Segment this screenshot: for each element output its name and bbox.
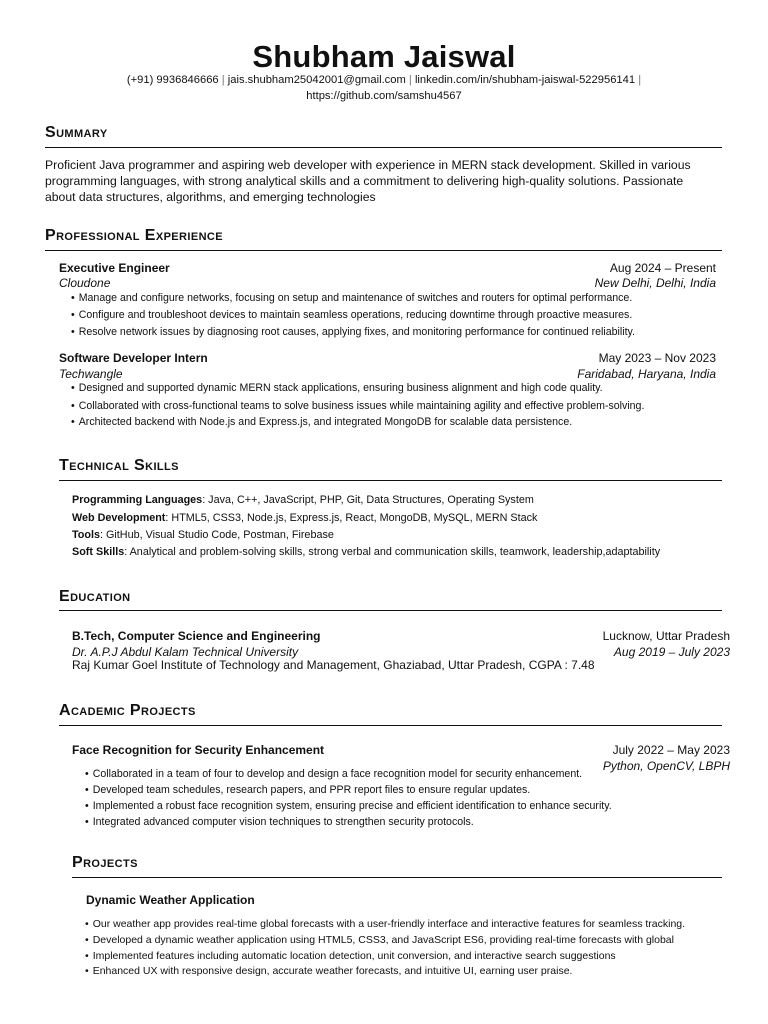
degree-title: B.Tech, Computer Science and Engineering (72, 629, 321, 643)
skills-heading: Technical Skills (59, 457, 179, 474)
institute-name: Raj Kumar Goel Institute of Technology and Management, Ghaziabad, Uttar Pradesh, CGPA : 7.48 (72, 658, 595, 672)
project-name: Face Recognition for Security Enhancement (72, 743, 325, 757)
section-divider (59, 610, 722, 611)
contact-separator: | (408, 74, 412, 86)
skill-row (72, 545, 660, 559)
contact-separator: | (638, 74, 642, 86)
summary-heading: Summary (45, 124, 108, 141)
skill-label: Soft Skills (72, 546, 125, 558)
education-heading: Education (59, 588, 131, 605)
job-company: Techwangle (59, 367, 123, 381)
skill-row (72, 511, 537, 525)
email-link[interactable]: jais.shubham25042001@gmail.com (227, 74, 406, 86)
job-bullet: • Resolve network issues by diagnosing root causes, applying fixes, and monitoring performance for continued reliability. (71, 325, 635, 339)
section-divider (59, 480, 722, 481)
skill-value: : Java, C++, JavaScript, PHP, Git, Data Structures, Operating System (202, 494, 534, 506)
education-location: Lucknow, Uttar Pradesh (602, 629, 730, 643)
job-bullet: • Designed and supported dynamic MERN stack applications, ensuring business alignment and high code quality. (71, 381, 603, 395)
project-dates: July 2022 – May 2023 (612, 743, 730, 757)
section-divider (45, 147, 722, 148)
phone-text: (+91) 9936846666 (126, 74, 219, 86)
skill-value: : Analytical and problem-solving skills, strong verbal and communication skills, teamwork, leadership,adaptability (124, 546, 661, 558)
summary-line: programming languages, with strong analytical skills and a commitment to delivering high-quality solutions. Passionate (45, 174, 684, 188)
candidate-name: Shubham Jaiswal (252, 39, 516, 74)
skill-label: Programming Languages (72, 494, 203, 506)
job-role: Software Developer Intern (59, 351, 208, 365)
academic-projects-heading: Academic Projects (59, 702, 196, 719)
job-bullet: • Manage and configure networks, focusing on setup and maintenance of switches and routers for optimal performance. (71, 291, 632, 305)
section-divider (72, 877, 722, 878)
job-dates: May 2023 – Nov 2023 (598, 351, 716, 365)
project-bullet: • Our weather app provides real-time global forecasts with a user-friendly interface and interactive features for seamless tracking. (85, 917, 685, 931)
job-bullet: • Configure and troubleshoot devices to maintain seamless operations, reducing downtime through proactive measures. (71, 308, 632, 322)
university-name: Dr. A.P.J Abdul Kalam Technical University (72, 645, 299, 659)
projects-heading: Projects (72, 854, 138, 871)
job-bullet: • Collaborated with cross-functional teams to solve business issues while maintaining agility and effective problem-solving. (71, 399, 644, 413)
linkedin-link[interactable]: linkedin.com/in/shubham-jaiswal-522956141 (414, 74, 636, 86)
skill-value: : HTML5, CSS3, Node.js, Express.js, React, MongoDB, MySQL, MERN Stack (165, 512, 538, 524)
skill-row (72, 528, 334, 542)
job-bullet: • Architected backend with Node.js and Express.js, and integrated MongoDB for scalable data persistence. (71, 415, 572, 429)
project-tech: Python, OpenCV, LBPH (602, 759, 730, 773)
github-link[interactable]: https://github.com/samshu4567 (306, 89, 462, 102)
project-bullet: • Implemented a robust face recognition system, ensuring precise and efficient identification to enhance security. (85, 799, 612, 813)
contact-separator: | (221, 74, 225, 86)
summary-line: Proficient Java programmer and aspiring web developer with experience in MERN stack development. Skilled in various (45, 158, 691, 172)
job-location: Faridabad, Haryana, India (577, 367, 716, 381)
section-divider (59, 725, 722, 726)
job-location: New Delhi, Delhi, India (594, 276, 716, 290)
contact-line (60, 73, 708, 104)
project-name: Dynamic Weather Application (86, 893, 255, 907)
skill-value: : GitHub, Visual Studio Code, Postman, Firebase (100, 529, 334, 541)
skill-label: Tools (72, 529, 100, 541)
project-bullet: • Developed a dynamic weather application using HTML5, CSS3, and JavaScript ES6, providing real-time forecasts with global (85, 933, 674, 947)
experience-heading: Professional Experience (45, 227, 224, 244)
summary-text (45, 157, 735, 205)
skill-label: Web Development (72, 512, 166, 524)
project-bullet: • Integrated advanced computer vision techniques to strengthen security protocols. (85, 815, 474, 829)
section-divider (45, 250, 722, 251)
project-bullet: • Developed team schedules, research papers, and PPR report files to ensure regular updates. (85, 783, 530, 797)
project-bullet: • Implemented features including automatic location detection, unit conversion, and interactive search suggestions (85, 949, 616, 963)
summary-line: about data structures, algorithms, and emerging technologies (45, 190, 376, 204)
project-bullet: • Enhanced UX with responsive design, accurate weather forecasts, and intuitive UI, earning user praise. (85, 964, 572, 978)
job-dates: Aug 2024 – Present (609, 261, 716, 275)
job-role: Executive Engineer (59, 261, 170, 275)
education-dates: Aug 2019 – July 2023 (613, 645, 730, 659)
skill-row (72, 493, 534, 507)
project-bullet: • Collaborated in a team of four to develop and design a face recognition model for security enhancement. (85, 767, 582, 781)
job-company: Cloudone (59, 276, 111, 290)
